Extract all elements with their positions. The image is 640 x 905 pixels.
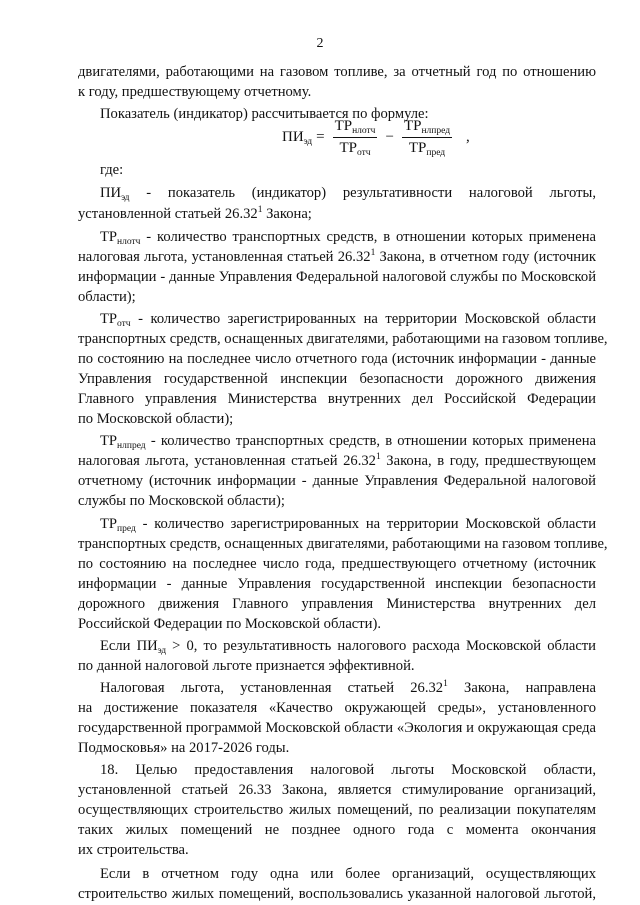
- paragraph-line: таких жилых помещений не позднее одного года с момента окончания: [78, 822, 596, 838]
- definition-line: дорожного движения Главного управления Министерства внутренних дел: [78, 596, 596, 612]
- formula-comma: ,: [466, 128, 470, 145]
- definition-line: установленной статьей 26.32$^1$ Закона;: [78, 205, 312, 222]
- definition-line: $ТР_{нлотч}$ - количество транспортных средств, в отношении которых применена: [100, 229, 596, 247]
- formula-lhs: $ПИ_{эд}$: [282, 128, 313, 147]
- definition-line: Главного управления Министерства внутренних дел Российской Федерации: [78, 391, 596, 407]
- page-number: 2: [316, 36, 324, 51]
- definition-line: налоговая льгота, установленная статьей 26.32$^1$ Закона, в отчетном году (источник: [78, 248, 597, 265]
- formula-minus: −: [385, 128, 394, 145]
- definition-line: $ТР_{отч}$ - количество зарегистрированных на территории Московской области: [100, 311, 596, 329]
- definition-line: налоговая льгота, установленная статьей 26.32$^1$ Закона, в году, предшествующем: [78, 452, 596, 469]
- text-line: двигателями, работающими на газовом топливе, за отчетный год по отношению: [78, 64, 596, 80]
- definition-line: службы по Московской области);: [78, 493, 285, 509]
- formula: [282, 112, 474, 162]
- formula-fraction-1: $\frac{ТР_{нлотч}}{ТР_{отч}}$: [334, 117, 376, 158]
- definition-line: информации - данные Управления Федеральной налоговой службы по Московской: [78, 269, 596, 285]
- paragraph-line: Подмосковья» на 2017-2026 годы.: [78, 740, 290, 756]
- paragraph-line: на достижение показателя «Качество окружающей среды», установленного: [78, 700, 596, 716]
- paragraph-line: установленной статьей 26.33 Закона, является стимулирование организаций,: [78, 782, 596, 798]
- paragraph-line: Налоговая льгота, установленная статьей 26.32$^1$ Закона, направлена: [100, 679, 597, 696]
- where-label: где:: [100, 162, 124, 178]
- definition-line: по состоянию на последнее число отчетного года (источник информации - данные: [78, 351, 596, 367]
- text-line: к году, предшествующему отчетному.: [78, 84, 312, 100]
- definition-line: транспортных средств, оснащенных двигателями, работающими на газовом топливе,: [78, 331, 608, 347]
- definition-line: Управления государственной инспекции безопасности дорожного движения: [78, 371, 596, 387]
- definition-line: $ТР_{нлпред}$ - количество транспортных средств, в отношении которых применена: [100, 433, 596, 451]
- paragraph-line: их строительства.: [78, 842, 189, 858]
- definition-line: по Московской области);: [78, 411, 234, 427]
- paragraph-line: 18. Целью предоставления налоговой льготы Московской области,: [100, 762, 596, 778]
- definition-line: по состоянию на последнее число года, предшествующего отчетному (источник: [78, 556, 596, 572]
- formula-equals: =: [316, 128, 325, 145]
- paragraph-line: осуществляющих строительство жилых помещений, по реализации покупателям: [78, 802, 596, 818]
- paragraph-line: по данной налоговой льготе признается эффективной.: [78, 658, 415, 674]
- paragraph-line: Если $ПИ_{эд} > 0$, то результативность налогового расхода Московской области: [100, 638, 596, 656]
- definition-line: $ТР_{пред}$ - количество зарегистрированных на территории Московской области: [100, 516, 596, 534]
- formula-fraction-2: $\frac{ТР_{нлпред}}{ТР_{пред}}$: [403, 117, 451, 158]
- definition-line: транспортных средств, оснащенных двигателями, работающими на газовом топливе,: [78, 536, 608, 552]
- paragraph-line: государственной программой Московской области «Экология и окружающая среда: [78, 720, 596, 736]
- paragraph-line: строительство жилых помещений, воспользовались указанной налоговой льготой,: [78, 886, 596, 902]
- paragraph-line: Если в отчетном году одна или более организаций, осуществляющих: [100, 866, 596, 882]
- definition-line: Российской Федерации по Московской области).: [78, 616, 381, 632]
- text-line: Показатель (индикатор) рассчитывается по формуле:: [100, 106, 429, 122]
- definition-line: информации - данные Управления государственной инспекции безопасности: [78, 576, 596, 592]
- definition-line: области);: [78, 289, 136, 305]
- definition-line: отчетному (источник информации - данные Управления Федеральной налоговой: [78, 473, 596, 489]
- definition-line: $ПИ_{эд}$ - показатель (индикатор) результативности налоговой льготы,: [100, 185, 596, 203]
